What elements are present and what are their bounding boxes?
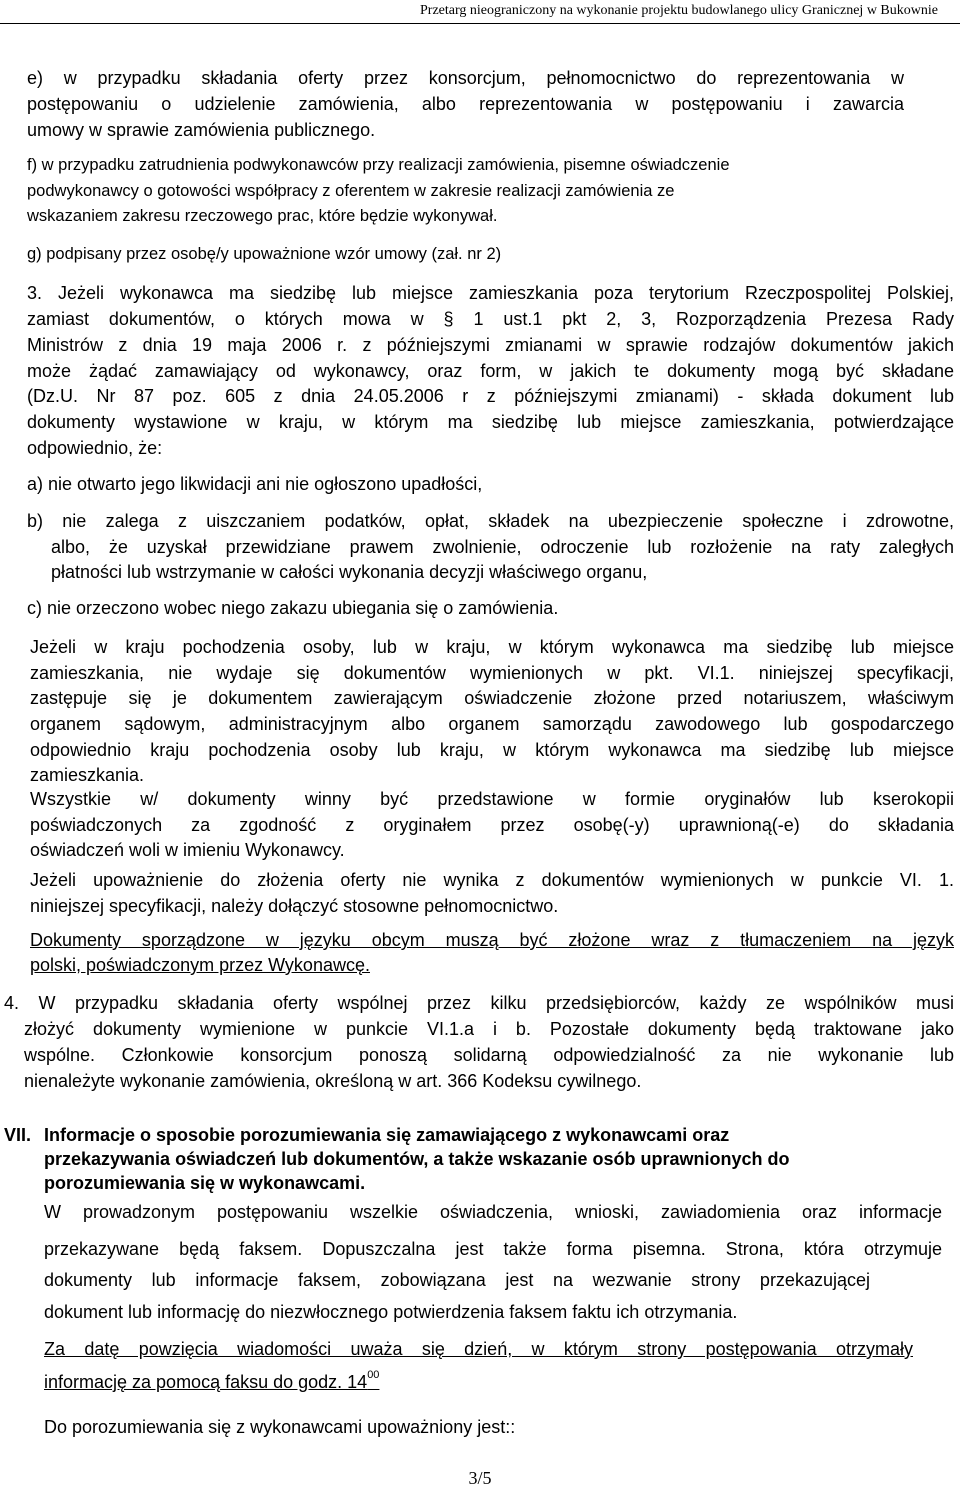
text-line: b) nie zalega z uiszczaniem podatków, opłat, składek na ubezpieczenie społeczne i zdrowotne, [27, 511, 954, 531]
text-line: oświadczeń woli w imieniu Wykonawcy. [30, 840, 345, 860]
section-number: VII. [4, 1125, 32, 1145]
text-line: dokumenty lub informacje faksem, zobowiązana jest na wezwanie strony przekazującej [44, 1270, 870, 1290]
text-line: podwykonawcy o gotowości współpracy z oferentem w zakresie realizacji zamówienia ze [27, 182, 675, 200]
text-line: Ministrów z dnia 19 maja 2006 r. z późniejszymi zmianami w sprawie rodzajów dokumentów jakich [27, 335, 954, 355]
page-number: 3/5 [468, 1468, 492, 1488]
text-line: zamiast dokumentów, o których mowa w § 1 ust.1 pkt 2, 3, Rozporządzenia Prezesa Rady [27, 309, 954, 329]
text-line: organem sądowym, administracyjnym albo organem samorządu zawodowego lub gospodarczego [30, 714, 954, 734]
text-line: Jeżeli upoważnienie do złożenia oferty nie wynika z dokumentów wymienionych w punkcie VI. 1. [30, 870, 954, 890]
text-line: Wszystkie w/ dokumenty winny być przedstawione w formie oryginałów lub kserokopii [30, 789, 954, 809]
text-line: złożyć dokumenty wymienione w punkcie VI.1.a i b. Pozostałe dokumenty będą traktowane jako [24, 1019, 954, 1039]
text-line: f) w przypadku zatrudnienia podwykonawców przy realizacji zamówienia, pisemne oświadczenie [27, 156, 730, 174]
text-line: niniejszej specyfikacji, należy dołączyć stosowne pełnomocnictwo. [30, 896, 559, 916]
text-line: może żądać zamawiający od wykonawcy, oraz form, w jakich te dokumenty mogą być składane [27, 361, 954, 381]
text-line: zastępuje się je dokumentem zawierającym oświadczenie złożone przed notariuszem, właściwym [30, 688, 954, 708]
text-fragment: informację za pomocą faksu do godz. 14 [44, 1372, 368, 1392]
text-line: g) podpisany przez osobę/y upoważnione wzór umowy (zał. nr 2) [27, 245, 502, 263]
text-line: W prowadzonym postępowaniu wszelkie oświadczenia, wnioski, zawiadomienia oraz informacje [44, 1202, 942, 1222]
text-line: c) nie orzeczono wobec niego zakazu ubiegania się o zamówienia. [27, 598, 559, 618]
page-header: Przetarg nieograniczony na wykonanie projektu budowlanego ulicy Granicznej w Bukownie [0, 0, 960, 24]
text-line: e) w przypadku składania oferty przez konsorcjum, pełnomocnictwo do reprezentowania w [27, 68, 904, 88]
section-heading: porozumiewania się w wykonawcami. [44, 1173, 366, 1193]
text-line: odpowiednio, że: [27, 438, 163, 458]
text-line: wspólne. Członkowie konsorcjum ponoszą solidarną odpowiedzialność za nie wykonanie lub [24, 1045, 954, 1065]
text-line: Dokumenty sporządzone w języku obcym muszą być złożone wraz z tłumaczeniem na język [30, 930, 954, 950]
text-line: poświadczonych za zgodność z oryginałem przez osobę(-y) uprawnioną(-e) do składania [30, 815, 954, 835]
text-line: umowy w sprawie zamówienia publicznego. [27, 120, 376, 140]
text-line: zamieszkania, nie wydaje się dokumentów wymienionych w pkt. VI.1. niniejszej specyfikacji, [30, 663, 954, 683]
text-line: 3. Jeżeli wykonawca ma siedzibę lub miejsce zamieszkania poza terytorium Rzeczpospolitej Polskiej, [27, 283, 954, 303]
text-line: dokument lub informację do niezwłocznego potwierdzenia faksem faktu ich otrzymania. [44, 1302, 738, 1322]
section-heading: Informacje o sposobie porozumiewania się zamawiającego z wykonawcami oraz [44, 1125, 730, 1145]
text-line: płatności lub wstrzymanie w całości wykonania decyzji właściwego organu, [51, 562, 648, 582]
text-line [44, 1369, 960, 1393]
text-line: Jeżeli w kraju pochodzenia osoby, lub w kraju, w którym wykonawca ma siedzibę lub miejsce [30, 637, 954, 657]
text-line: przekazywane będą faksem. Dopuszczalna jest także forma pisemna. Strona, która otrzymuje [44, 1239, 942, 1259]
text-line: wskazaniem zakresu rzeczowego prac, które będzie wykonywał. [27, 207, 498, 225]
text-line: (Dz.U. Nr 87 poz. 605 z dnia 24.05.2006 r z późniejszymi zmianami) - składa dokument lub [27, 386, 954, 406]
text-line: 4. W przypadku składania oferty wspólnej przez kilku przedsiębiorców, każdy ze wspólników musi [4, 993, 954, 1013]
text-line: nienależyte wykonanie zamówienia, określoną w art. 366 Kodeksu cywilnego. [24, 1071, 642, 1091]
text-line: odpowiednio kraju pochodzenia osoby lub kraju, w którym wykonawca ma siedzibę lub miejsce [30, 740, 954, 760]
text-line: a) nie otwarto jego likwidacji ani nie ogłoszono upadłości, [27, 474, 483, 494]
section-heading: przekazywania oświadczeń lub dokumentów, a także wskazanie osób uprawnionych do [44, 1149, 790, 1169]
text-line: polski, poświadczonym przez Wykonawcę. [30, 955, 370, 975]
text-line: Za datę powzięcia wiadomości uważa się dzień, w którym strony postępowania otrzymały [44, 1339, 913, 1359]
text-line: postępowaniu o udzielenie zamówienia, albo reprezentowania w postępowaniu i zawarcia [27, 94, 904, 114]
text-line: dokumenty wystawione w kraju, w którym ma siedzibę lub miejsce zamieszkania, potwierdzające [27, 412, 954, 432]
superscript: 00 [367, 1369, 380, 1381]
text-line: albo, że uzyskał przewidziane prawem zwolnienie, odroczenie lub rozłożenie na raty zaległych [51, 537, 954, 557]
text-line: Do porozumiewania się z wykonawcami upoważniony jest:: [44, 1417, 516, 1437]
text-line: zamieszkania. [30, 765, 145, 785]
